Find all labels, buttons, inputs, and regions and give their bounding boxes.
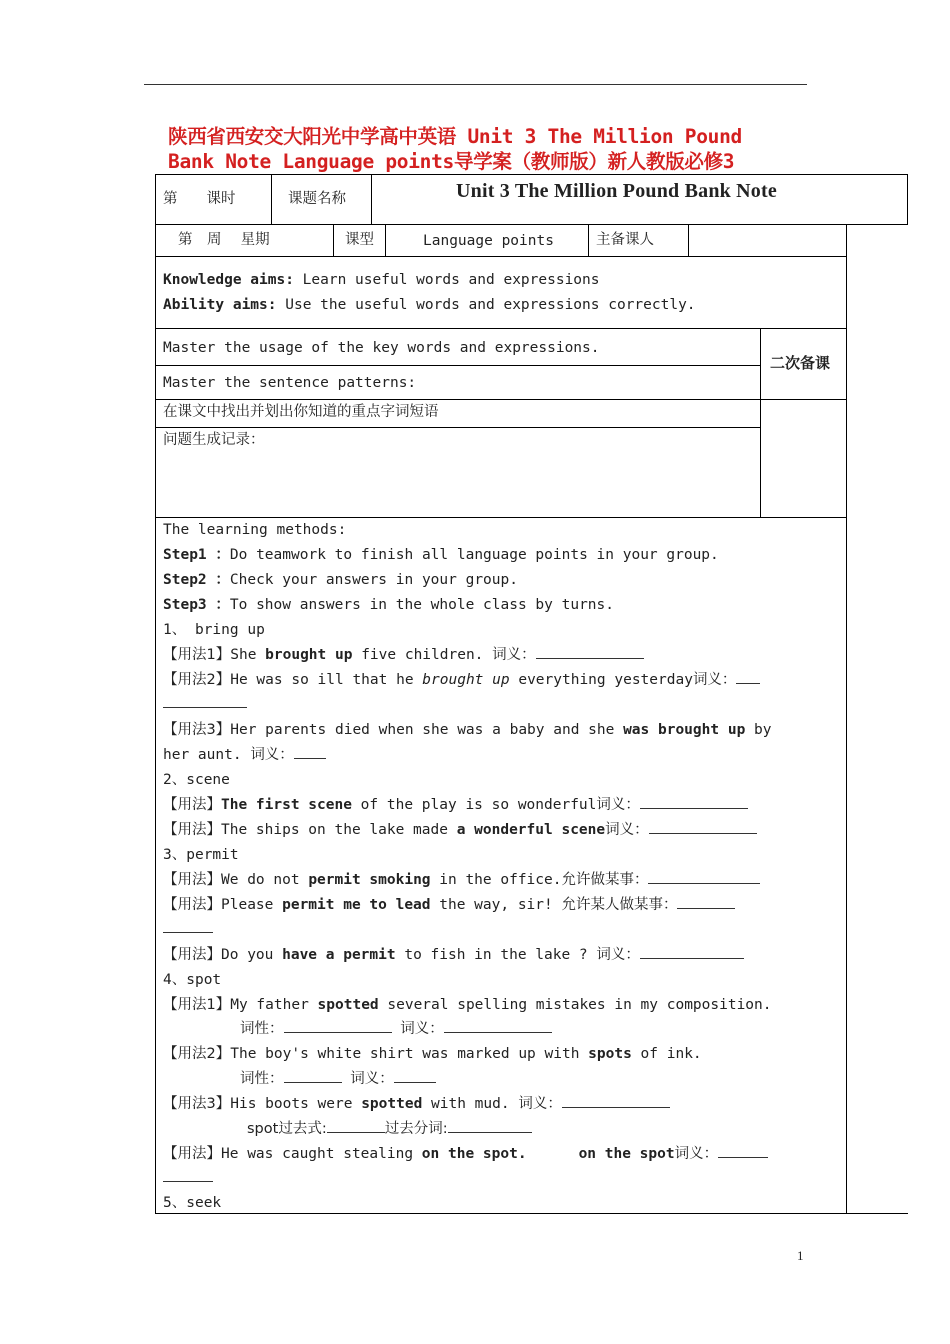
answer-blank[interactable] (327, 1118, 385, 1133)
methods-heading: The learning methods: (163, 522, 347, 538)
item-1-usage-3-line-2: her aunt. 词义： (163, 743, 326, 768)
answer-blank[interactable] (562, 1093, 670, 1108)
answer-blank[interactable] (640, 944, 744, 959)
lead-teacher-label: 主备课人 (596, 232, 654, 248)
topic-value: Unit 3 The Million Pound Bank Note (456, 180, 777, 202)
item-3-heading: 3、permit (163, 847, 239, 863)
answer-blank[interactable] (649, 819, 757, 834)
title-line-1: 陕西省西安交大阳光中学高中英语 Unit 3 The Million Pound (168, 125, 743, 148)
answer-blank[interactable] (640, 794, 748, 809)
item-3-usage-3: 【用法】Do you have a permit to fish in the lake ? 词义： (163, 943, 744, 968)
find-task: 在课文中找出并划出你知道的重点字词短语 (163, 404, 439, 420)
item-4-usage-3: 【用法3】His boots were spotted with mud. 词义： (163, 1092, 670, 1117)
header-rule (144, 84, 807, 85)
document-title (168, 124, 808, 174)
item-2-heading: 2、scene (163, 772, 230, 788)
lesson-type-value: Language points (423, 233, 554, 249)
second-preparation-label: 二次备课 (770, 354, 831, 372)
answer-blank[interactable] (284, 1068, 342, 1083)
item-3-usage-2: 【用法】Please permit me to lead the way, sir! 允许某人做某事： (163, 893, 735, 918)
ability-aims: Ability aims: Use the useful words and expressions correctly. (163, 297, 696, 313)
answer-blank[interactable] (294, 744, 326, 759)
answer-blank-continued[interactable] (163, 918, 213, 933)
title-line-2: Bank Note Language points导学案（教师版）新人教版必修3 (168, 150, 735, 173)
item-4-usage-4: 【用法】He was caught stealing on the spot. on the spot词义： (163, 1142, 768, 1167)
answer-blank[interactable] (718, 1143, 768, 1158)
item-1-usage-1: 【用法1】She brought up five children. 词义： (163, 643, 644, 668)
page-number: 1 (797, 1248, 804, 1263)
item-1-usage-2: 【用法2】He was so ill that he brought up everything yesterday词义： (163, 668, 760, 693)
item-4-usage-1-answers: 词性： 词义： (240, 1017, 552, 1042)
step-2: Step2 ：Check your answers in your group. (163, 572, 518, 588)
answer-blank[interactable] (536, 644, 644, 659)
item-3-usage-1: 【用法】We do not permit smoking in the office.允许做某事： (163, 868, 760, 893)
lesson-type-label: 课型 (345, 232, 374, 248)
item-2-usage-2: 【用法】The ships on the lake made a wonderful scene词义： (163, 818, 757, 843)
key-points: Master the usage of the key words and expressions. (163, 340, 600, 356)
item-1-usage-3: 【用法3】Her parents died when she was a baby and she was brought up by (163, 722, 772, 738)
item-4-usage-2: 【用法2】The boy's white shirt was marked up with spots of ink. (163, 1046, 702, 1062)
lesson-number-label: 第 课时 (163, 191, 236, 207)
answer-blank-continued[interactable] (163, 693, 247, 708)
item-4-heading: 4、spot (163, 972, 222, 988)
answer-blank[interactable] (394, 1068, 436, 1083)
sentence-patterns: Master the sentence patterns: (163, 375, 417, 391)
answer-blank-continued[interactable] (163, 1167, 213, 1182)
topic-label: 课题名称 (288, 191, 346, 207)
step-3: Step3 ：To show answers in the whole class by turns. (163, 597, 614, 613)
answer-blank[interactable] (448, 1118, 532, 1133)
answer-blank[interactable] (444, 1018, 552, 1033)
answer-blank[interactable] (736, 669, 760, 684)
answer-blank[interactable] (648, 869, 760, 884)
step-1: Step1 ：Do teamwork to finish all language points in your group. (163, 547, 719, 563)
problems-record-label: 问题生成记录： (163, 432, 265, 448)
answer-blank[interactable] (284, 1018, 392, 1033)
item-1-heading: 1、 bring up (163, 622, 265, 638)
item-4-verb-forms: spot过去式: 过去分词: (247, 1117, 532, 1142)
item-5-heading: 5、seek (163, 1195, 222, 1211)
week-label: 第 周 星期 (178, 232, 270, 248)
item-4-usage-1: 【用法1】My father spotted several spelling mistakes in my composition. (163, 997, 772, 1013)
answer-blank[interactable] (677, 894, 735, 909)
item-4-usage-2-answers: 词性： 词义： (240, 1067, 436, 1092)
item-2-usage-1: 【用法】The first scene of the play is so wonderful词义： (163, 793, 748, 818)
knowledge-aims: Knowledge aims: Learn useful words and expressions (163, 272, 600, 288)
